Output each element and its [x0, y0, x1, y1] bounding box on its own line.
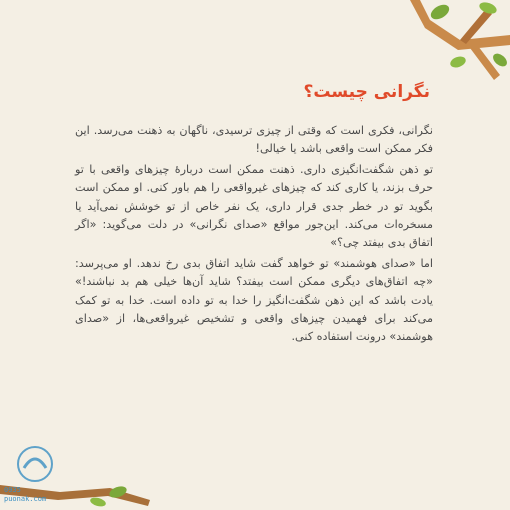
page-title: نگرانی چیست؟ [303, 82, 430, 102]
watermark-phone: 0935 [4, 486, 21, 494]
paragraph-1: نگرانی، فکری است که وقتی از چیزی ترسیدی، ناگهان به ذهنت می‌رسد. این فکر ممکن است واقعی باشد یا خیالی! [75, 124, 433, 156]
paragraph-2: تو ذهن شگفت‌انگیزی داری. ذهنت ممکن است دربارهٔ چیزهای واقعی با تو حرف بزند، یا کاری کند که چیزهای غیرواقعی را هم باور کنی. او ممکن است بگوید تو در خطر جدی قرار داری، یک نفر خاص از تو خوشش نمی‌آید یا مسخره‌ات می‌کند. این‌جور مواقع «صدای نگرانی» در دلت می‌گوید: «اگر اتفاق بدی بیفتد چی؟» [75, 162, 433, 250]
paragraph-3: اما «صدای هوشمند» تو خواهد گفت شاید اتفاق بدی رخ ندهد. او می‌پرسد: «چه اتفاق‌های دیگری ممکن است بیفتد؟ شاید آن‌ها خیلی هم بد نباشند!» یادت باشد که این ذهن شگفت‌انگیز را خدا به تو داده است. خدا به تو کمک می‌کند برای فهمیدن چیزهای واقعی و تشخیص غیرواقعی‌ها، از «صدای هوشمند» درونت استفاده کنی. [75, 256, 433, 344]
watermark-site: puonak.com [4, 495, 47, 503]
tree-branch-illustration [400, 0, 510, 90]
body-text [75, 122, 433, 349]
logo-icon [6, 444, 64, 484]
